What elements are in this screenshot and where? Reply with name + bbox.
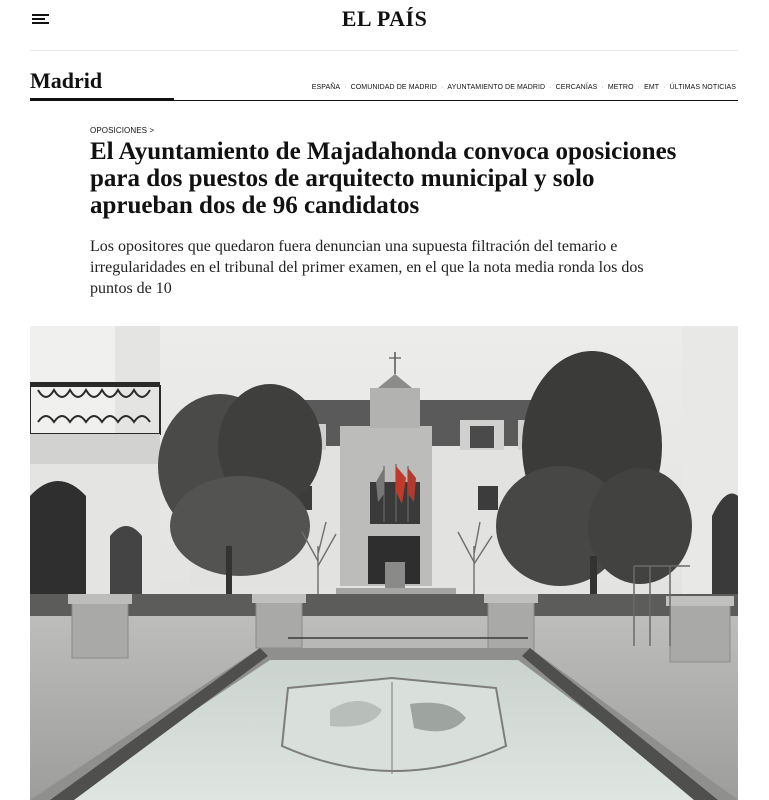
top-header — [0, 0, 769, 46]
nav-separator: · — [344, 84, 347, 91]
section-nav — [312, 84, 736, 91]
header-divider — [30, 50, 738, 51]
section-bar — [30, 64, 738, 102]
site-logo[interactable]: EL PAÍS — [341, 6, 428, 31]
nav-link-cercanias[interactable]: CERCANÍAS — [555, 84, 598, 91]
nav-separator: · — [440, 84, 444, 91]
nav-link-ultimas-noticias[interactable]: ÚLTIMAS NOTICIAS — [669, 84, 736, 91]
nav-separator: · — [549, 84, 552, 91]
nav-separator: · — [663, 84, 666, 91]
nav-link-espana[interactable]: ESPAÑA — [311, 84, 341, 91]
article-headline: El Ayuntamiento de Majadahonda convoca oposiciones para dos puestos de arquitecto municipal y solo aprueban dos de 96 candidatos — [90, 138, 677, 219]
nav-separator: · — [637, 84, 641, 91]
nav-link-metro[interactable]: METRO — [607, 84, 634, 91]
nav-link-comunidad-de-madrid[interactable]: COMUNIDAD DE MADRID — [350, 84, 437, 91]
nav-link-ayuntamiento-de-madrid[interactable]: AYUNTAMIENTO DE MADRID — [447, 84, 546, 91]
nav-link-emt[interactable]: EMT — [644, 84, 660, 91]
article-kicker[interactable]: OPOSICIONES > — [90, 126, 155, 135]
town-hall-photo — [30, 326, 738, 800]
section-title-underline — [30, 98, 174, 101]
article-photo — [30, 326, 738, 800]
section-title[interactable]: Madrid — [30, 68, 103, 93]
article-subheadline: Los opositores que quedaron fuera denuncian una supuesta filtración del temario e irregularidades en el tribunal del primer examen, en el que la nota media ronda los dos puntos de 10 — [90, 238, 644, 297]
nav-separator: · — [601, 84, 604, 91]
